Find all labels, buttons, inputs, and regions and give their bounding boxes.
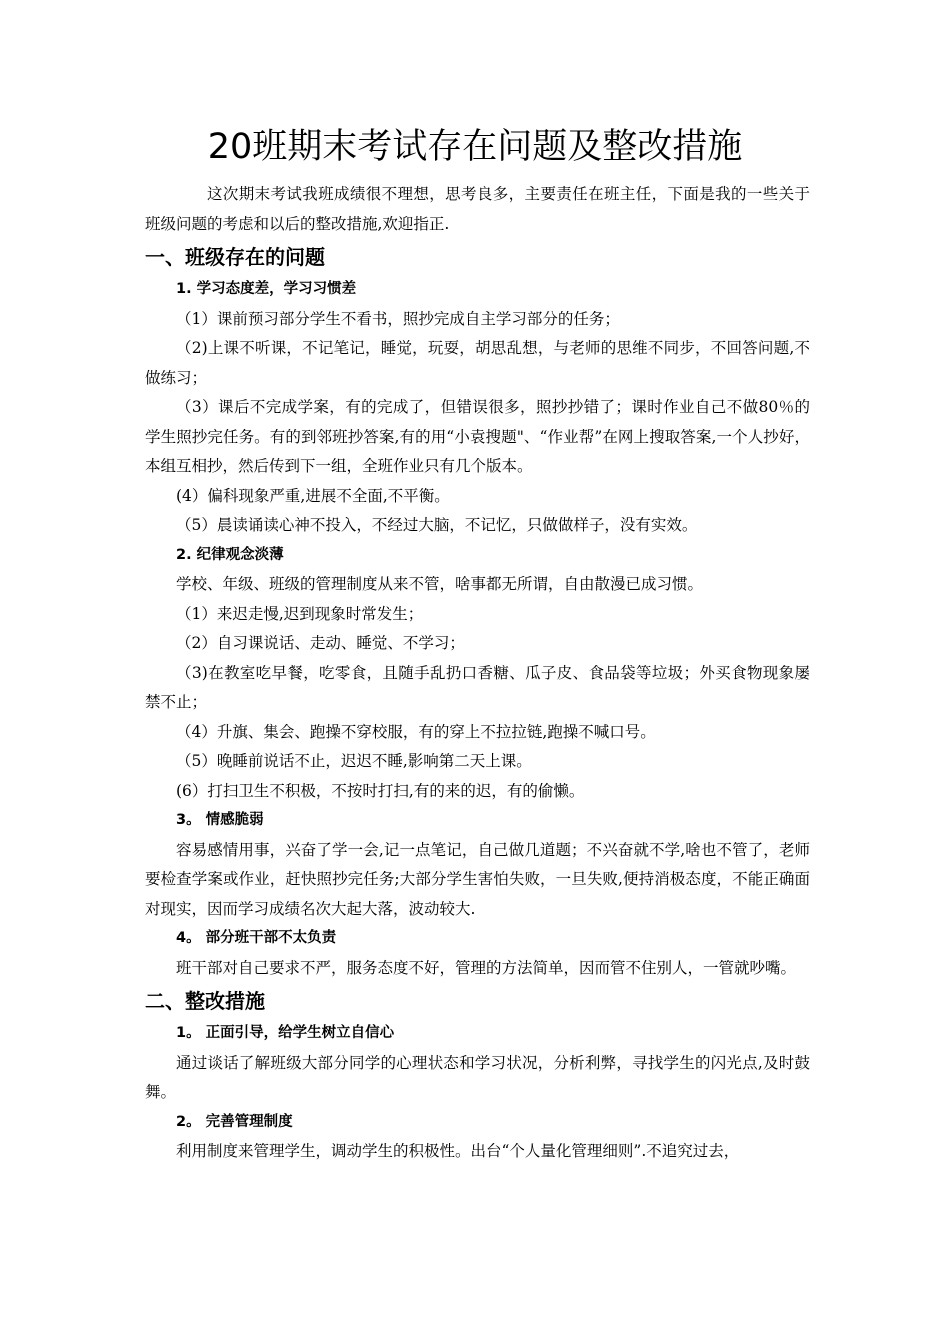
section1-heading: 一、班级存在的问题 bbox=[145, 245, 325, 269]
intro-paragraph: 这次期末考试我班成绩很不理想，思考良多，主要责任在班主任，下面是我的一些关于班级问题的考虑和以后的整改措施,欢迎指正. bbox=[145, 185, 810, 233]
list-item: （5）晨读诵读心神不投入，不经过大脑，不记忆，只做做样子，没有实效。 bbox=[176, 516, 698, 534]
list-item: （3）课后不完成学案，有的完成了，但错误很多，照抄抄错了；课时作业自己不做80％的学生照抄完任务。有的到邻班抄答案,有的用“小袁搜题"、“作业帮”在网上搜取答案,一个人抄好，本组互相抄，然后传到下一组，全班作业只有几个版本。 bbox=[145, 398, 810, 475]
list-item: （1）课前预习部分学生不看书，照抄完成自主学习部分的任务； bbox=[176, 309, 620, 328]
section1-sub3-heading: 3。 情感脆弱 bbox=[176, 812, 264, 828]
document-body bbox=[145, 180, 810, 1167]
list-item: (6）打扫卫生不积极，不按时打扫,有的来的迟，有的偷懒。 bbox=[176, 781, 585, 800]
list-item: (4）偏科现象严重,进展不全面,不平衡。 bbox=[176, 486, 450, 505]
list-item: （3)在教室吃早餐，吃零食，且随手乱扔口香糖、瓜子皮、食品袋等垃圾；外买食物现象屡禁不止； bbox=[145, 663, 810, 711]
section2-heading: 二、整改措施 bbox=[145, 989, 265, 1013]
list-item: （1）来迟走慢,迟到现象时常发生； bbox=[176, 604, 424, 623]
page-title: 20班期末考试存在问题及整改措施 bbox=[207, 127, 743, 167]
section2-sub2-heading: 2。 完善管理制度 bbox=[176, 1113, 293, 1130]
section2-sub1-text: 通过谈话了解班级大部分同学的心理状态和学习状况，分析利弊，寻找学生的闪光点,及时鼓舞。 bbox=[145, 1053, 810, 1101]
section1-sub1-heading: 1. 学习态度差，学习习惯差 bbox=[176, 281, 357, 297]
list-item: （4）升旗、集会、跑操不穿校服，有的穿上不拉拉链,跑操不喊口号。 bbox=[176, 722, 656, 741]
section2-sub1-heading: 1。 正面引导，给学生树立自信心 bbox=[176, 1025, 395, 1041]
section1-sub4-text: 班干部对自己要求不严，服务态度不好，管理的方法简单，因而管不住别人，一管就吵嘴。 bbox=[176, 958, 797, 977]
list-item: （5）晚睡前说话不止，迟迟不睡,影响第二天上课。 bbox=[176, 752, 532, 770]
section1-sub3-text: 容易感情用事，兴奋了学一会,记一点笔记，自己做几道题；不兴奋就不学,啥也不管了，老师要检查学案或作业，赶快照抄完任务;大部分学生害怕失败，一旦失败,便持消极态度，不能正确面对现实，因而学习成绩名次大起大落，波动较大. bbox=[145, 840, 810, 918]
list-item: （2）自习课说话、走动、睡觉、不学习； bbox=[176, 634, 465, 652]
section1-sub4-heading: 4。 部分班干部不太负责 bbox=[176, 930, 337, 946]
section1-sub2-heading: 2. 纪律观念淡薄 bbox=[176, 546, 284, 563]
list-item: （2)上课不听课，不记笔记，睡觉，玩耍，胡思乱想，与老师的思维不同步，不回答问题,不做练习； bbox=[145, 339, 810, 387]
section1-sub2-lead: 学校、年级、班级的管理制度从来不管，啥事都无所谓，自由散漫已成习惯。 bbox=[176, 575, 704, 593]
section2-sub2-text: 利用制度来管理学生，调动学生的积极性。出台“个人量化管理细则”.不追究过去， bbox=[176, 1142, 740, 1160]
